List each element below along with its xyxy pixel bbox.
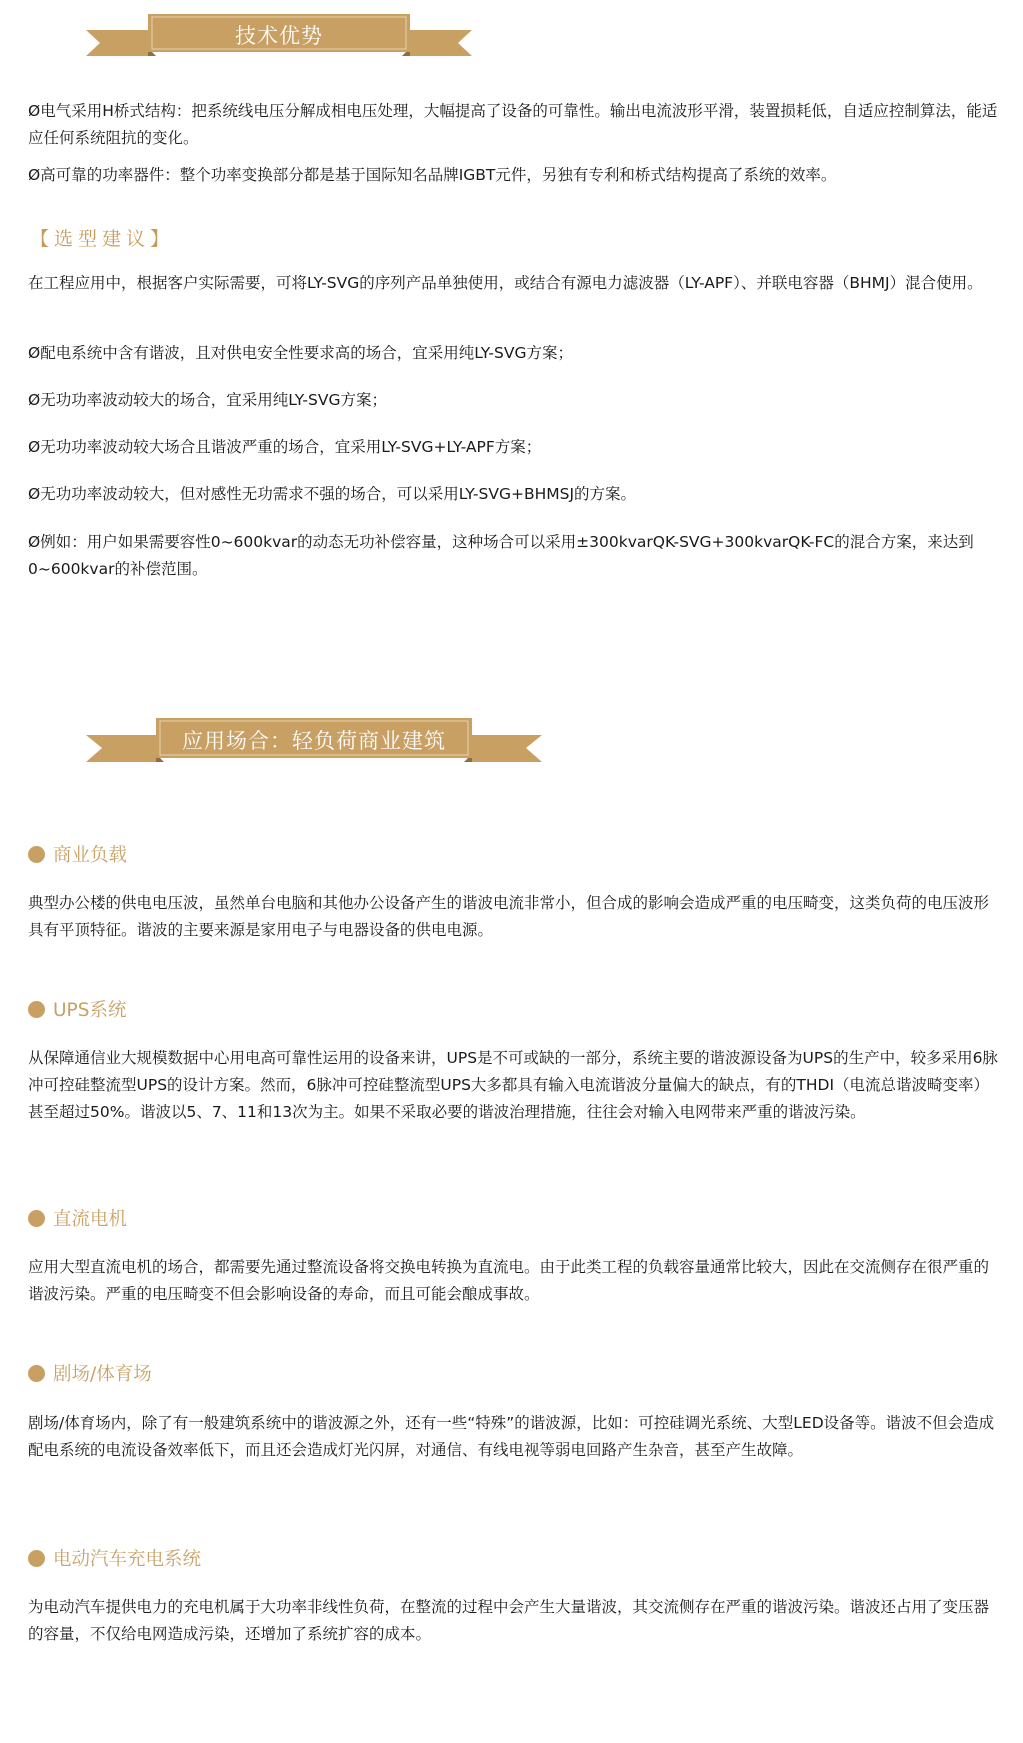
app-heading-label: 商业负载 [53,845,128,866]
app-text-ups: 从保障通信业大规模数据中心用电高可靠性运用的设备来讲，UPS是不可或缺的一部分，系统主要的谐波源设备为UPS的生产中，较多采用6脉冲可控硅整流型UPS的设计方案。然而，6脉冲可控硅整流型UPS大多都具有输入电流谐波分量偏大的缺点，有的THDI（电流总谐波畸变率）甚至超过50%。谐波以5、7、11和13次为主。如果不采取必要的谐波治理措施，往往会对输入电网带来严重的谐波污染。 [28,1049,998,1121]
selection-item-4: Ø无功功率波动较大，但对感性无功需求不强的场合，可以采用LY-SVG+BHMSJ的方案。 [28,485,637,503]
selection-item-3: Ø无功功率波动较大场合且谐波严重的场合，宜采用LY-SVG+LY-APF方案； [28,438,542,456]
section-banner-tech [86,12,472,58]
selection-item-2: Ø无功功率波动较大的场合，宜采用纯LY-SVG方案； [28,391,387,409]
section-banner-applications [86,716,542,764]
bullet-dot-icon [28,1365,45,1382]
banner-title: 应用场合：轻负荷商业建筑 [182,729,446,753]
app-text-ev-charging: 为电动汽车提供电力的充电机属于大功率非线性负荷，在整流的过程中会产生大量谐波，其交流侧存在严重的谐波污染。谐波还占用了变压器的容量，不仅给电网造成污染，还增加了系统扩容的成本。 [28,1598,990,1643]
app-text-commercial: 典型办公楼的供电电压波，虽然单台电脑和其他办公设备产生的谐波电流非常小，但合成的影响会造成严重的电压畸变，这类负荷的电压波形具有平顶特征。谐波的主要来源是家用电子与电器设备的供电电源。 [28,894,990,939]
app-heading-label: 电动汽车充电系统 [53,1549,202,1570]
bullet-dot-icon [28,1210,45,1227]
bullet-dot-icon [28,1550,45,1567]
selection-item-1: Ø配电系统中含有谐波，且对供电安全性要求高的场合，宜采用纯LY-SVG方案； [28,344,573,362]
tech-paragraph-2: Ø高可靠的功率器件：整个功率变换部分都是基于国际知名品牌IGBT元件，另独有专利和桥式结构提高了系统的效率。 [28,166,837,184]
selection-intro: 在工程应用中，根据客户实际需要，可将LY-SVG的序列产品单独使用，或结合有源电力滤波器（LY-APF）、并联电容器（BHMJ）混合使用。 [28,274,983,292]
app-text-stadium: 剧场/体育场内，除了有一般建筑系统中的谐波源之外，还有一些“特殊”的谐波源，比如：可控硅调光系统、大型LED设备等。谐波不但会造成配电系统的电流设备效率低下，而且还会造成灯光闪屏，对通信、有线电视等弱电回路产生杂音，甚至产生故障。 [28,1414,995,1459]
app-text-dc-motor: 应用大型直流电机的场合，都需要先通过整流设备将交换电转换为直流电。由于此类工程的负载容量通常比较大，因此在交流侧存在很严重的谐波污染。严重的电压畸变不但会影响设备的寿命，而且可能会酿成事故。 [28,1258,990,1303]
app-heading-dc-motor [28,1205,127,1231]
app-heading-commercial [28,841,127,867]
app-heading-label: 剧场/体育场 [53,1364,152,1385]
bullet-dot-icon [28,846,45,863]
banner-title: 技术优势 [235,24,323,48]
selection-heading: 【选型建议】 [30,228,175,250]
app-heading-label: UPS系统 [53,1000,127,1021]
app-heading-ups [28,996,126,1022]
selection-item-5: Ø例如：用户如果需要容性0~600kvar的动态无功补偿容量，这种场合可以采用±300kvarQK-SVG+300kvarQK-FC的混合方案，来达到0~600kvar的补偿范围。 [28,533,974,578]
bullet-dot-icon [28,1001,45,1018]
app-heading-stadium [28,1360,152,1386]
app-heading-ev-charging [28,1545,201,1571]
app-heading-label: 直流电机 [53,1209,128,1230]
tech-paragraph-1: Ø电气采用H桥式结构：把系统线电压分解成相电压处理，大幅提高了设备的可靠性。输出电流波形平滑，装置损耗低，自适应控制算法，能适应任何系统阻抗的变化。 [28,102,998,147]
